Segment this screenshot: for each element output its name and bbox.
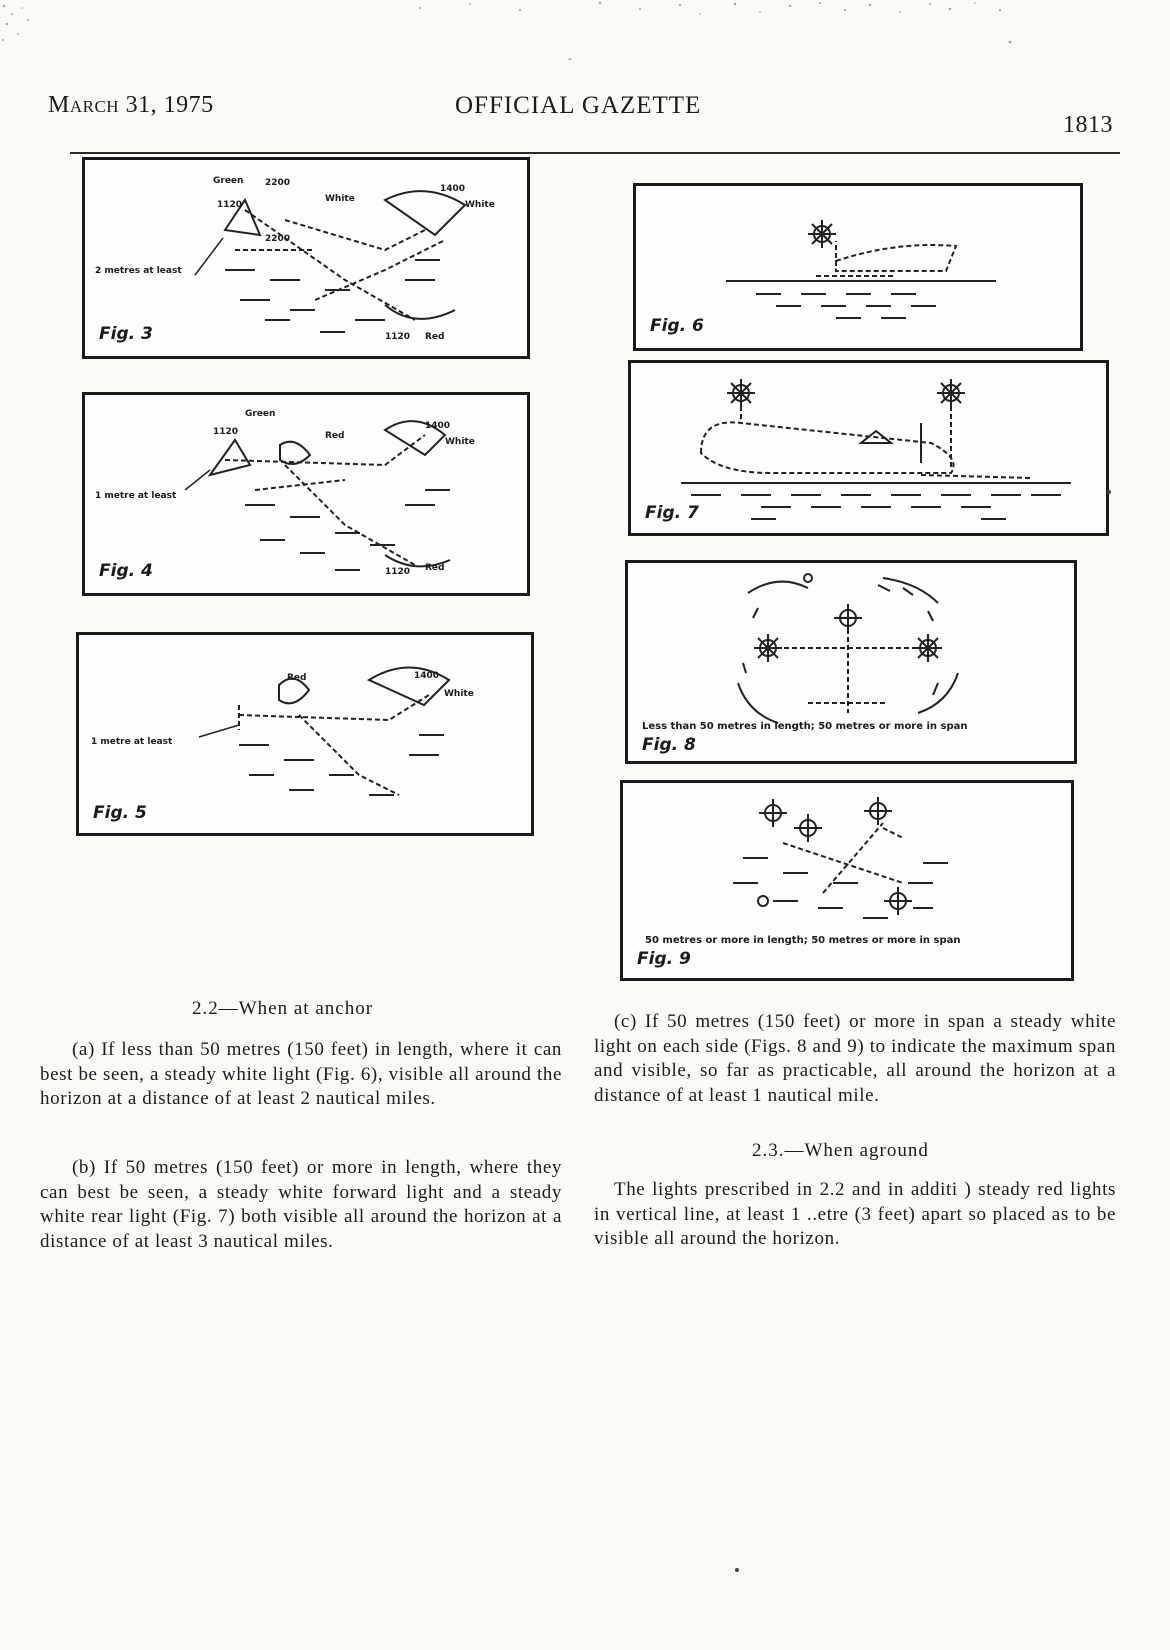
figure-4 [82,392,530,596]
figure-label: Fig. 3 [99,324,153,344]
figure-label: Fig. 5 [93,803,147,823]
figure-caption: 50 metres or more in length; 50 metres or more in span [645,935,961,946]
figure-5 [76,632,534,836]
scan-speck [1107,490,1111,494]
callout: 1120 [385,332,411,342]
seaplane-at-anchor-illustration [631,363,1106,533]
section-heading-at-anchor: 2.2—When at anchor [192,998,374,1019]
callout: 2200 [265,234,291,244]
callout: White [465,200,495,210]
figure-label: Fig. 9 [637,949,691,969]
paragraph-b: (b) If 50 metres (150 feet) or more in length, where they can best be seen, a steady white forward light and a steady white rear light (Fig. 7) both visible all around the horizon at a distance of at least 3 nautical miles. [40,1157,562,1252]
figure-3 [82,157,530,359]
figure-label: Fig. 4 [99,561,153,581]
callout: White [444,689,474,699]
header-title: OFFICIAL GAZETTE [455,92,702,119]
callout: Green [245,409,276,419]
section-heading-aground: 2.3.—When aground [752,1140,929,1161]
figure-label: Fig. 6 [650,316,704,336]
paragraph-a: (a) If less than 50 metres (150 feet) in length, where it can best be seen, a steady white light (Fig. 6), visible all around the horizon at a distance of at least 2 nautical miles. [40,1039,562,1109]
header-rule [70,152,1120,154]
callout: Red [325,431,345,441]
figure-label: Fig. 7 [645,503,699,523]
callout: 1 metre at least [91,737,173,747]
callout: 1120 [217,200,243,210]
callout: 2 metres at least [95,266,182,276]
figure-7 [628,360,1109,536]
figure-8 [625,560,1077,764]
figure-9 [620,780,1074,981]
scan-noise [0,0,1170,60]
header-page-number: 1813 [1063,112,1113,138]
paragraph-aground: The lights prescribed in 2.2 and in additi ) steady red lights in vertical line, at least 1 ..etre (3 feet) apart so placed as to be visible all around the horizon. [594,1179,1116,1249]
callout: Red [287,673,307,683]
paragraph-c: (c) If 50 metres (150 feet) or more in span a steady white light on each side (Figs. 8 and 9) to indicate the maximum span and visible, so far as practicable, all around the horizon at a distance of at least 1 nautical mile. [594,1011,1116,1106]
callout: Green [213,176,244,186]
callout: 1400 [425,421,451,431]
callout: 1400 [440,184,466,194]
callout: 1120 [385,567,411,577]
figure-caption: Less than 50 metres in length; 50 metres or more in span [642,721,968,732]
callout: 1400 [414,671,440,681]
figure-6 [633,183,1083,351]
callout: 2200 [265,178,291,188]
scan-speck [735,1568,739,1572]
figure-label: Fig. 8 [642,735,696,755]
callout: Red [425,332,445,342]
callout: 1 metre at least [95,491,177,501]
header-date: March 31, 1975 [48,92,214,118]
callout: White [325,194,355,204]
callout: 1120 [213,427,239,437]
callout: White [445,437,475,447]
callout: Red [425,563,445,573]
